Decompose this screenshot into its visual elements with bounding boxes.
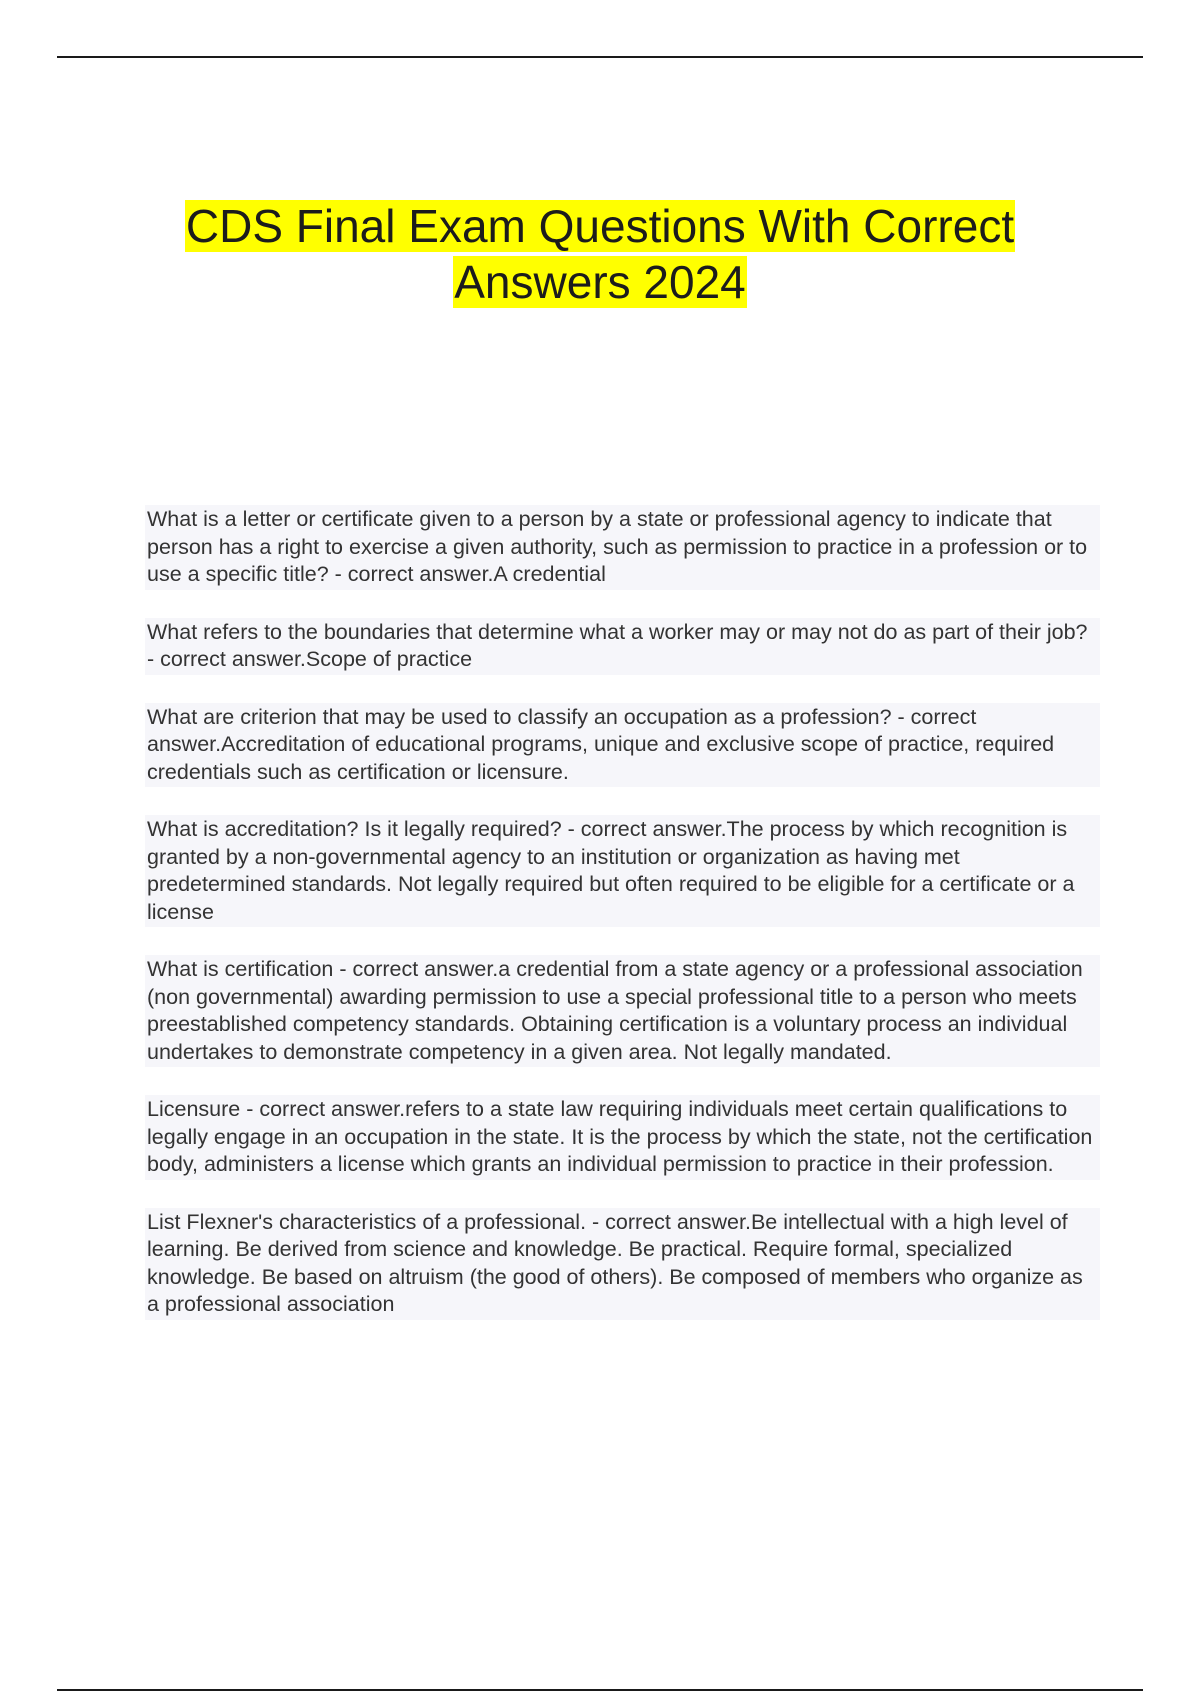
question-answer-list bbox=[145, 505, 1100, 1348]
qa-item: List Flexner's characteristics of a professional. - correct answer.Be intellectual with a high level of learning. Be derived from science and knowledge. Be practical. Require formal, specialized knowledge. Be based on altruism (the good of others). Be composed of members who organize as a professional association bbox=[145, 1208, 1100, 1320]
document-title bbox=[100, 198, 1100, 310]
title-line-2: Answers 2024 bbox=[454, 256, 746, 308]
qa-item: What is accreditation? Is it legally required? - correct answer.The process by which recognition is granted by a non-governmental agency to an institution or organization as having met predetermined standards. Not legally required but often required to be eligible for a certificate or a license bbox=[145, 815, 1100, 927]
qa-item: What are criterion that may be used to classify an occupation as a profession? - correct answer.Accreditation of educational programs, unique and exclusive scope of practice, required credentials such as certification or licensure. bbox=[145, 703, 1100, 788]
title-line-1: CDS Final Exam Questions With Correct bbox=[185, 200, 1015, 252]
bottom-rule bbox=[57, 1689, 1143, 1691]
qa-item: What refers to the boundaries that determine what a worker may or may not do as part of their job? - correct answer.Scope of practice bbox=[145, 618, 1100, 675]
top-rule bbox=[57, 56, 1143, 58]
qa-item: Licensure - correct answer.refers to a state law requiring individuals meet certain qualifications to legally engage in an occupation in the state. It is the process by which the state, not the certification body, administers a license which grants an individual permission to practice in their profession. bbox=[145, 1095, 1100, 1180]
qa-item: What is certification - correct answer.a credential from a state agency or a professional association (non governmental) awarding permission to use a special professional title to a person who meets preestablished competency standards. Obtaining certification is a voluntary process an individual undertakes to demonstrate competency in a given area. Not legally mandated. bbox=[145, 955, 1100, 1067]
qa-item: What is a letter or certificate given to a person by a state or professional agency to indicate that person has a right to exercise a given authority, such as permission to practice in a profession or to use a specific title? - correct answer.A credential bbox=[145, 505, 1100, 590]
